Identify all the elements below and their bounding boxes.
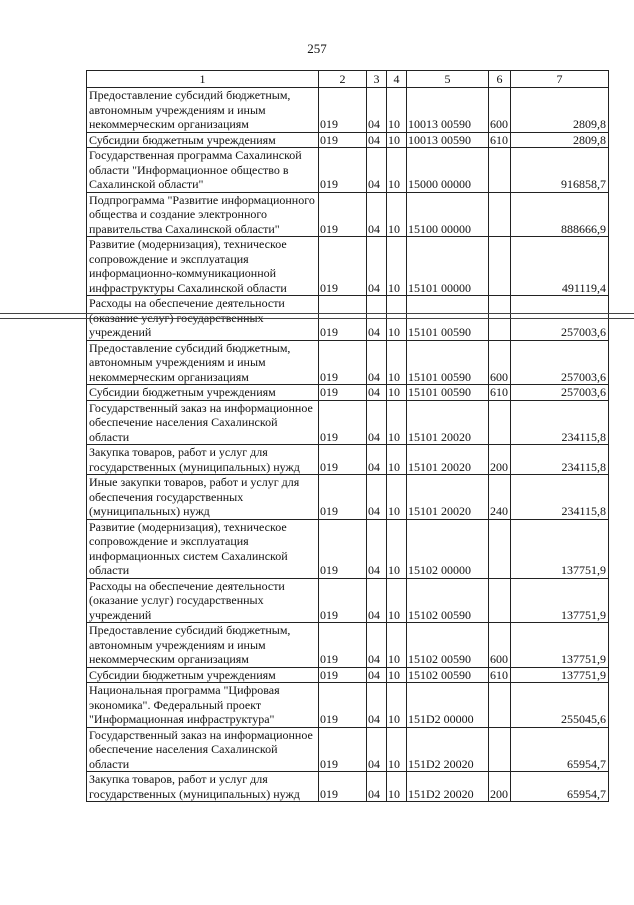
section-code: 019	[319, 445, 367, 475]
expense-type-code: 240	[489, 475, 511, 520]
amount-value: 491119,4	[511, 237, 609, 296]
expense-type-code	[489, 400, 511, 445]
expense-type-code	[489, 727, 511, 772]
target-article-code: 10013 00590	[407, 132, 489, 148]
amount-value: 888666,9	[511, 192, 609, 237]
expense-type-code: 200	[489, 445, 511, 475]
section-code: 019	[319, 296, 367, 341]
scan-fold-line	[0, 318, 634, 319]
table-row	[87, 148, 609, 193]
paragraph-code: 10	[387, 296, 407, 341]
expense-type-code: 600	[489, 623, 511, 668]
table-row	[87, 88, 609, 133]
section-code: 019	[319, 727, 367, 772]
section-code: 019	[319, 148, 367, 193]
amount-value: 137751,9	[511, 667, 609, 683]
subsection-code: 04	[367, 148, 387, 193]
expense-type-code: 610	[489, 385, 511, 401]
row-name: Государственный заказ на информационное обеспечение населения Сахалинской области	[87, 400, 319, 445]
expense-type-code: 600	[489, 340, 511, 385]
table-row	[87, 772, 609, 802]
row-name: Подпрограмма "Развитие информационного общества и создание электронного правительства Сахалинской области"	[87, 192, 319, 237]
paragraph-code: 10	[387, 683, 407, 728]
table-row	[87, 192, 609, 237]
target-article-code: 15100 00000	[407, 192, 489, 237]
table-row	[87, 519, 609, 578]
amount-value: 137751,9	[511, 578, 609, 623]
row-name: Закупка товаров, работ и услуг для государственных (муниципальных) нужд	[87, 772, 319, 802]
subsection-code: 04	[367, 385, 387, 401]
subsection-code: 04	[367, 667, 387, 683]
subsection-code: 04	[367, 475, 387, 520]
row-name: Расходы на обеспечение деятельности (оказание услуг) государственных учреждений	[87, 296, 319, 341]
column-header: 2	[319, 71, 367, 88]
row-name: Расходы на обеспечение деятельности (оказание услуг) государственных учреждений	[87, 578, 319, 623]
target-article-code: 15102 00590	[407, 578, 489, 623]
target-article-code: 15102 00590	[407, 667, 489, 683]
target-article-code: 15102 00000	[407, 519, 489, 578]
paragraph-code: 10	[387, 667, 407, 683]
amount-value: 2809,8	[511, 132, 609, 148]
scan-fold-line	[0, 313, 634, 314]
table-row	[87, 132, 609, 148]
paragraph-code: 10	[387, 132, 407, 148]
target-article-code: 15101 00590	[407, 296, 489, 341]
row-name: Субсидии бюджетным учреждениям	[87, 667, 319, 683]
amount-value: 257003,6	[511, 340, 609, 385]
row-name: Субсидии бюджетным учреждениям	[87, 385, 319, 401]
subsection-code: 04	[367, 519, 387, 578]
subsection-code: 04	[367, 237, 387, 296]
paragraph-code: 10	[387, 340, 407, 385]
column-header: 3	[367, 71, 387, 88]
subsection-code: 04	[367, 192, 387, 237]
row-name: Предоставление субсидий бюджетным, автономным учреждениям и иным некоммерческим организациям	[87, 88, 319, 133]
row-name: Предоставление субсидий бюджетным, автономным учреждениям и иным некоммерческим организациям	[87, 623, 319, 668]
page-number: 257	[307, 41, 327, 56]
subsection-code: 04	[367, 445, 387, 475]
subsection-code: 04	[367, 88, 387, 133]
expense-type-code	[489, 519, 511, 578]
paragraph-code: 10	[387, 519, 407, 578]
section-code: 019	[319, 132, 367, 148]
paragraph-code: 10	[387, 578, 407, 623]
paragraph-code: 10	[387, 192, 407, 237]
target-article-code: 15101 20020	[407, 400, 489, 445]
subsection-code: 04	[367, 772, 387, 802]
paragraph-code: 10	[387, 148, 407, 193]
row-name: Субсидии бюджетным учреждениям	[87, 132, 319, 148]
column-header: 4	[387, 71, 407, 88]
table-row	[87, 237, 609, 296]
expense-type-code	[489, 237, 511, 296]
paragraph-code: 10	[387, 400, 407, 445]
paragraph-code: 10	[387, 623, 407, 668]
row-name: Закупка товаров, работ и услуг для государственных (муниципальных) нужд	[87, 445, 319, 475]
row-name: Предоставление субсидий бюджетным, автономным учреждениям и иным некоммерческим организациям	[87, 340, 319, 385]
expense-type-code	[489, 683, 511, 728]
target-article-code: 15102 00590	[407, 623, 489, 668]
amount-value: 255045,6	[511, 683, 609, 728]
expense-type-code	[489, 192, 511, 237]
table-row	[87, 475, 609, 520]
expense-type-code: 200	[489, 772, 511, 802]
amount-value: 916858,7	[511, 148, 609, 193]
paragraph-code: 10	[387, 772, 407, 802]
paragraph-code: 10	[387, 445, 407, 475]
column-header: 7	[511, 71, 609, 88]
paragraph-code: 10	[387, 727, 407, 772]
section-code: 019	[319, 578, 367, 623]
table-row	[87, 400, 609, 445]
target-article-code: 10013 00590	[407, 88, 489, 133]
table-row	[87, 667, 609, 683]
amount-value: 257003,6	[511, 296, 609, 341]
target-article-code: 15101 20020	[407, 445, 489, 475]
section-code: 019	[319, 400, 367, 445]
target-article-code: 151D2 20020	[407, 727, 489, 772]
target-article-code: 15101 00590	[407, 385, 489, 401]
subsection-code: 04	[367, 727, 387, 772]
table-header-row	[87, 71, 609, 88]
table-row	[87, 683, 609, 728]
table-row	[87, 623, 609, 668]
section-code: 019	[319, 340, 367, 385]
amount-value: 65954,7	[511, 772, 609, 802]
section-code: 019	[319, 667, 367, 683]
subsection-code: 04	[367, 683, 387, 728]
target-article-code: 15101 20020	[407, 475, 489, 520]
expense-type-code: 600	[489, 88, 511, 133]
expense-type-code	[489, 148, 511, 193]
row-name: Государственная программа Сахалинской области "Информационное общество в Сахалинской области"	[87, 148, 319, 193]
subsection-code: 04	[367, 132, 387, 148]
amount-value: 65954,7	[511, 727, 609, 772]
amount-value: 257003,6	[511, 385, 609, 401]
expense-type-code	[489, 578, 511, 623]
table-row	[87, 445, 609, 475]
column-header: 1	[87, 71, 319, 88]
section-code: 019	[319, 475, 367, 520]
amount-value: 234115,8	[511, 475, 609, 520]
row-name: Государственный заказ на информационное обеспечение населения Сахалинской области	[87, 727, 319, 772]
target-article-code: 151D2 00000	[407, 683, 489, 728]
target-article-code: 15000 00000	[407, 148, 489, 193]
table-row	[87, 727, 609, 772]
target-article-code: 15101 00000	[407, 237, 489, 296]
paragraph-code: 10	[387, 385, 407, 401]
paragraph-code: 10	[387, 475, 407, 520]
amount-value: 137751,9	[511, 519, 609, 578]
amount-value: 234115,8	[511, 445, 609, 475]
column-header: 6	[489, 71, 511, 88]
section-code: 019	[319, 88, 367, 133]
expense-type-code: 610	[489, 132, 511, 148]
subsection-code: 04	[367, 296, 387, 341]
expense-type-code: 610	[489, 667, 511, 683]
table-row	[87, 578, 609, 623]
section-code: 019	[319, 237, 367, 296]
target-article-code: 151D2 20020	[407, 772, 489, 802]
section-code: 019	[319, 192, 367, 237]
row-name: Развитие (модернизация), техническое сопровождение и эксплуатация информационных систем Сахалинской области	[87, 519, 319, 578]
subsection-code: 04	[367, 578, 387, 623]
subsection-code: 04	[367, 400, 387, 445]
amount-value: 137751,9	[511, 623, 609, 668]
subsection-code: 04	[367, 623, 387, 668]
section-code: 019	[319, 683, 367, 728]
section-code: 019	[319, 519, 367, 578]
amount-value: 234115,8	[511, 400, 609, 445]
budget-table	[86, 70, 609, 802]
subsection-code: 04	[367, 340, 387, 385]
section-code: 019	[319, 385, 367, 401]
row-name: Национальная программа "Цифровая экономика". Федеральный проект "Информационная инфраструктура"	[87, 683, 319, 728]
paragraph-code: 10	[387, 237, 407, 296]
row-name: Развитие (модернизация), техническое сопровождение и эксплуатация информационно-коммуникационной инфраструктуры Сахалинской области	[87, 237, 319, 296]
target-article-code: 15101 00590	[407, 340, 489, 385]
row-name: Иные закупки товаров, работ и услуг для обеспечения государственных (муниципальных) нужд	[87, 475, 319, 520]
paragraph-code: 10	[387, 88, 407, 133]
table-row	[87, 385, 609, 401]
section-code: 019	[319, 623, 367, 668]
amount-value: 2809,8	[511, 88, 609, 133]
table-row	[87, 340, 609, 385]
section-code: 019	[319, 772, 367, 802]
column-header: 5	[407, 71, 489, 88]
